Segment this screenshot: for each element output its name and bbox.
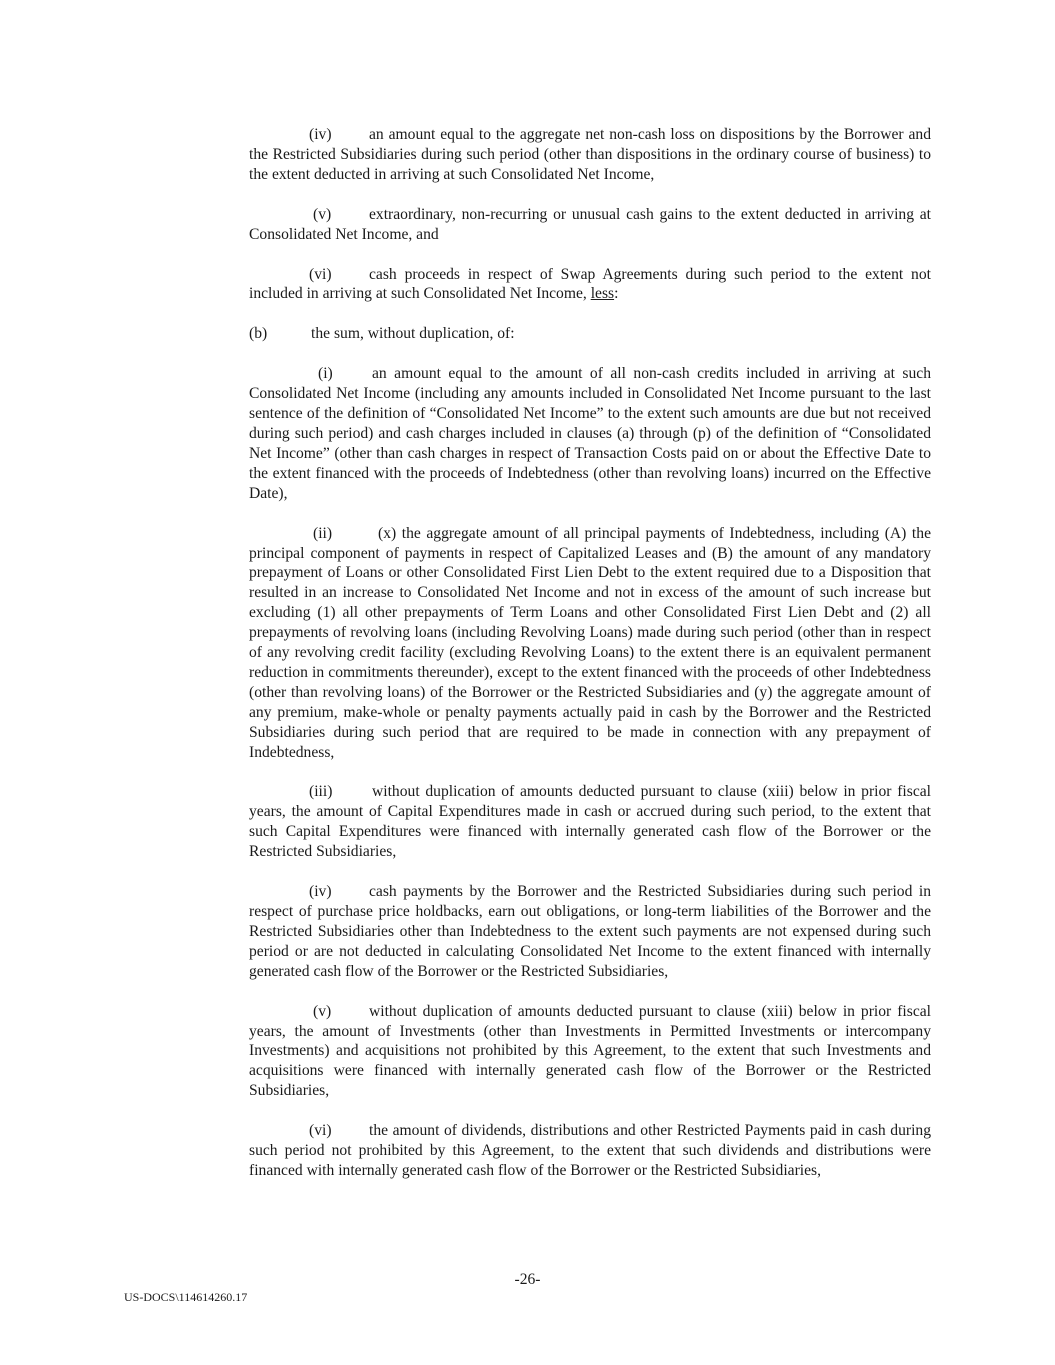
clause-number: (vi) (309, 1122, 332, 1140)
clause-punctuation: : (614, 285, 619, 303)
clause-b-iv (249, 882, 931, 982)
clause-number: (b) (249, 325, 268, 343)
clause-number: (v) (313, 1002, 332, 1020)
clause-b-i (249, 364, 931, 503)
clause-number: (v) (313, 205, 332, 223)
page-number: -26- (514, 1271, 541, 1288)
clause-a-vi (249, 265, 931, 305)
clause-text: an amount equal to the amount of all non-cash credits included in arriving at such Consolidated Net Income (including any amounts included in Consolidated Net Income pursuant to the last sentence of the definition of “Consolidated Net Income” to the extent such amounts are due but not received during such period) and cash charges included in clauses (a) through (p) of the definition of “Consolidated Net Income” (other than cash charges in respect of Transaction Costs paid on or about the Effective Date to the extent financed with the proceeds of Indebtedness (other than revolving loans) incurred on the Effective Date), (249, 365, 931, 502)
clause-a-iv (249, 125, 931, 185)
clause-text: cash payments by the Borrower and the Restricted Subsidiaries during such period in respect of purchase price holdbacks, earn out obligations, or long-term liabilities of the Borrower and the Restricted Subsidiaries other than Indebtedness to the extent such payments are not expensed during such period or are not deducted in calculating Consolidated Net Income to the extent financed with internally generated cash flow of the Borrower or the Restricted Subsidiaries, (249, 883, 931, 980)
clause-number: (iv) (309, 883, 332, 901)
clause-text: without duplication of amounts deducted pursuant to clause (xiii) below in prior fiscal years, the amount of Capital Expenditures made in cash or accrued during such period, to the extent that such Capital Expenditures were financed with internally generated cash flow of the Borrower or the Restricted Subsidiaries, (249, 783, 931, 861)
clause-text: the amount of dividends, distributions and other Restricted Payments paid in cash during such period not prohibited by this Agreement, to the extent that such dividends and distributions were financed with internally generated cash flow of the Borrower or the Restricted Subsidiaries, (249, 1122, 931, 1179)
clause-number: (ii) (313, 524, 333, 542)
clause-text: extraordinary, non-recurring or unusual cash gains to the extent deducted in arriving at Consolidated Net Income, and (249, 205, 931, 243)
clause-text: cash proceeds in respect of Swap Agreements during such period to the extent not included in arriving at such Consolidated Net Income, (249, 265, 931, 303)
document-body (249, 125, 931, 1201)
clause-emphasis: less (590, 285, 615, 303)
clause-text: the sum, without duplication, of: (311, 325, 515, 343)
clause-number: (i) (318, 365, 333, 383)
clause-number: (iii) (309, 783, 333, 801)
clause-number: (iv) (309, 126, 332, 143)
clause-b-ii (249, 524, 931, 763)
clause-text: without duplication of amounts deducted pursuant to clause (xiii) below in prior fiscal years, the amount of Investments (other than Investments in Permitted Investments or intercompany Investments) and acquisitions not prohibited by this Agreement, to the extent that such Investments and acquisitions were financed with internally generated cash flow of the Borrower or the Restricted Subsidiaries, (249, 1002, 931, 1100)
clause-number: (vi) (309, 265, 332, 283)
clause-b-v (249, 1002, 931, 1102)
clause-text: an amount equal to the aggregate net non-cash loss on dispositions by the Borrower and the Restricted Subsidiaries during such period (other than dispositions in the ordinary course of business) to the extent deducted in arriving at such Consolidated Net Income, (249, 126, 931, 183)
document-id: US-DOCS\114614260.17 (124, 1290, 248, 1304)
clause-a-v (249, 205, 931, 245)
clause-b-iii (249, 782, 931, 862)
clause-text: (x) the aggregate amount of all principal payments of Indebtedness, including (A) the principal component of payments in respect of Capitalized Leases and (B) the amount of any mandatory prepayment of Loans or other Consolidated First Lien Debt to the extent required due to a Disposition that resulted in an increase to Consolidated Net Income and not in excess of the amount of such increase but excluding (1) all other prepayments of Term Loans and other Consolidated First Lien Debt and (2) all prepayments of revolving loans (including Revolving Loans) made during such period (other than in respect of any revolving credit facility (excluding Revolving Loans) to the extent there is an equivalent permanent reduction in commitments thereunder), except to the extent financed with the proceeds of other Indebtedness (other than revolving loans) of the Borrower or the Restricted Subsidiaries and (y) the aggregate amount of any premium, make-whole or penalty payments actually paid in cash by the Borrower and the Restricted Subsidiaries during such period that are required to be made in connection with any prepayment of Indebtedness, (249, 524, 931, 761)
clause-b-vi (249, 1121, 931, 1181)
clause-b (249, 324, 931, 344)
